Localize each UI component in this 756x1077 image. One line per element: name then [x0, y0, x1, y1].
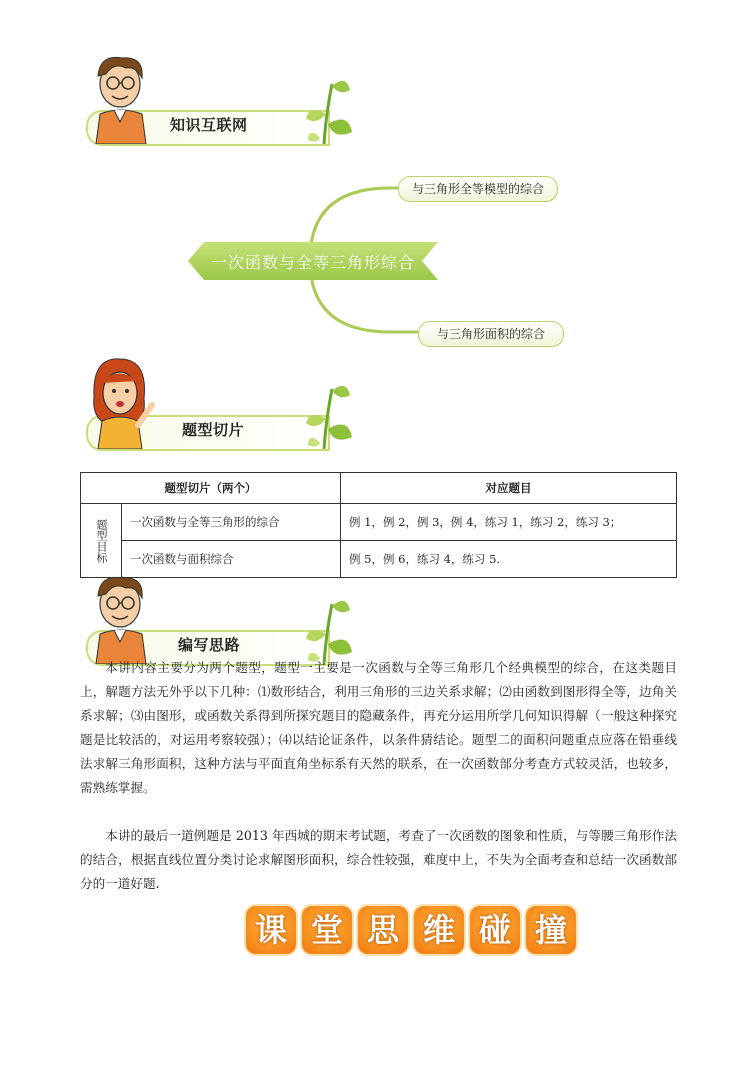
teacher-boy-icon [86, 52, 156, 144]
green-sprout-icon [304, 74, 354, 146]
mindmap-branch-bottom: 与三角形面积的综合 [418, 321, 564, 347]
teacher-boy-icon [86, 572, 156, 664]
title-char: 堂 [300, 904, 354, 956]
topic-table [80, 472, 677, 578]
section-title: 知识互联网 [170, 116, 248, 134]
table-header-row [81, 473, 677, 504]
title-char: 碰 [468, 904, 522, 956]
title-char: 撞 [524, 904, 578, 956]
mindmap-center [188, 242, 438, 280]
mindmap-center-label: 一次函数与全等三角形综合 [210, 253, 415, 272]
title-char: 思 [356, 904, 410, 956]
classroom-title [244, 904, 578, 954]
table-cell-items: 例 1，例 2，例 3，例 4，练习 1，练习 2，练习 3； [341, 504, 677, 541]
table-row [81, 541, 677, 578]
paragraph-overview: 本讲内容主要分为两个题型，题型一主要是一次函数与全等三角形几个经典模型的综合，在这类题目上，解题方法无外乎以下几种：⑴数形结合，利用三角形的三边关系求解；⑵由函数到图形得全等，边角关系求解；⑶由图形，或函数关系得到所探究题目的隐藏条件，再充分运用所学几何知识得解（一般这种探究题是比较活的，对运用考察较强）；⑷以结论证条件，以条件猜结论。题型二的面积问题重点应落在铅垂线法求解三角形面积，这种方法与平面直角坐标系有天然的联系，在一次函数部分考查方式较灵活，也较多，需熟练掌握。 [80, 660, 677, 795]
table-row [81, 504, 677, 541]
table-cell-topic: 一次函数与全等三角形的综合 [122, 504, 341, 541]
row-group-label: 题型目标 [95, 518, 108, 563]
section-banner-slices [86, 385, 356, 455]
table-cell-items: 例 5，例 6，练习 4，练习 5. [341, 541, 677, 578]
teacher-girl-icon [86, 357, 156, 449]
table-row-group [81, 504, 122, 578]
table-header-topics: 题型切片（两个） [81, 473, 341, 504]
mindmap-branch-top: 与三角形全等模型的综合 [398, 176, 558, 202]
title-char: 维 [412, 904, 466, 956]
paragraph-final-example: 本讲的最后一道例题是 2013 年西城的期末考试题，考查了一次函数的图象和性质，与等腰三角形作法的结合，根据直线位置分类讨论求解图形面积，综合性较强，难度中上，不失为全面考查和总结一次函数部分的一道好题. [80, 828, 677, 891]
green-sprout-icon [304, 379, 354, 451]
table-header-items: 对应题目 [341, 473, 677, 504]
section-banner-knowledge [86, 80, 356, 150]
section-title: 编写思路 [178, 636, 241, 654]
title-char: 课 [244, 904, 298, 956]
table-cell-topic: 一次函数与面积综合 [122, 541, 341, 578]
section-title: 题型切片 [182, 421, 245, 439]
